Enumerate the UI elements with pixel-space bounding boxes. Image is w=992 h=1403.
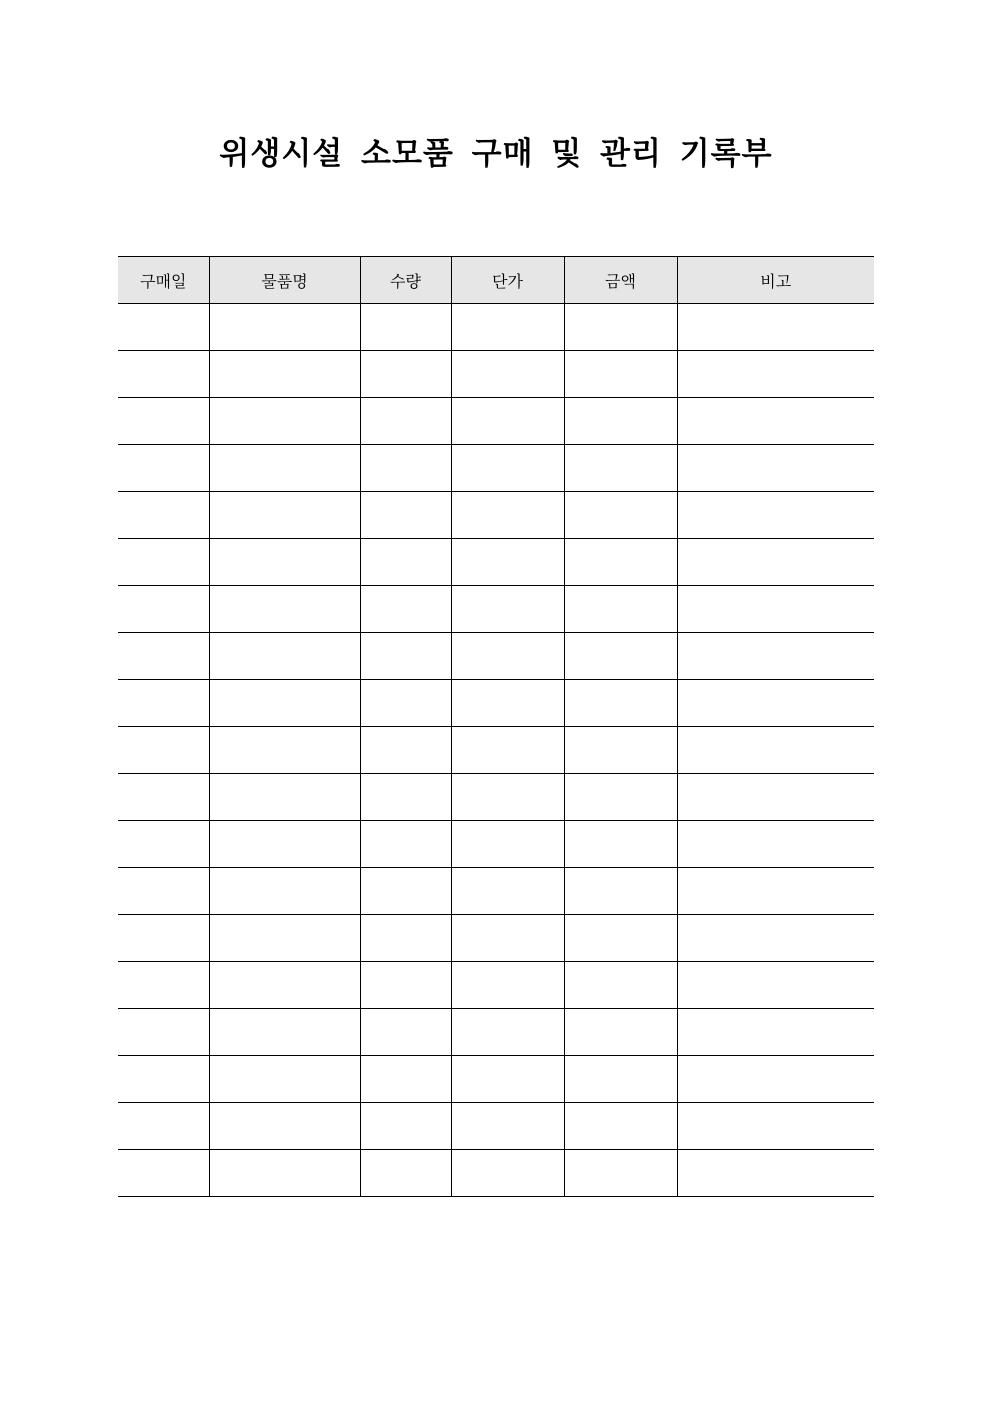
- cell-item-name[interactable]: [209, 492, 360, 539]
- cell-remarks[interactable]: [677, 351, 874, 398]
- cell-item-name[interactable]: [209, 304, 360, 351]
- cell-remarks[interactable]: [677, 727, 874, 774]
- cell-unit-price[interactable]: [451, 1056, 564, 1103]
- cell-purchase-date[interactable]: [118, 915, 209, 962]
- page-title: 위생시설 소모품 구매 및 관리 기록부: [219, 136, 773, 172]
- cell-unit-price[interactable]: [451, 586, 564, 633]
- cell-remarks[interactable]: [677, 962, 874, 1009]
- cell-item-name[interactable]: [209, 633, 360, 680]
- cell-quantity[interactable]: [360, 492, 451, 539]
- table-row: [118, 1009, 874, 1056]
- cell-item-name[interactable]: [209, 398, 360, 445]
- cell-item-name[interactable]: [209, 351, 360, 398]
- cell-amount[interactable]: [564, 680, 677, 727]
- cell-unit-price[interactable]: [451, 539, 564, 586]
- cell-remarks[interactable]: [677, 586, 874, 633]
- cell-remarks[interactable]: [677, 492, 874, 539]
- cell-unit-price[interactable]: [451, 774, 564, 821]
- cell-quantity[interactable]: [360, 633, 451, 680]
- cell-purchase-date[interactable]: [118, 1056, 209, 1103]
- cell-item-name[interactable]: [209, 915, 360, 962]
- cell-item-name[interactable]: [209, 727, 360, 774]
- cell-quantity[interactable]: [360, 680, 451, 727]
- cell-unit-price[interactable]: [451, 304, 564, 351]
- cell-amount[interactable]: [564, 1150, 677, 1197]
- cell-remarks[interactable]: [677, 633, 874, 680]
- cell-item-name[interactable]: [209, 1056, 360, 1103]
- cell-remarks[interactable]: [677, 445, 874, 492]
- purchase-record-table: [118, 256, 874, 1197]
- cell-amount[interactable]: [564, 351, 677, 398]
- header-amount: 금액: [564, 257, 677, 304]
- table-row: [118, 586, 874, 633]
- table-row: [118, 727, 874, 774]
- cell-remarks[interactable]: [677, 774, 874, 821]
- cell-amount[interactable]: [564, 492, 677, 539]
- cell-unit-price[interactable]: [451, 915, 564, 962]
- cell-amount[interactable]: [564, 868, 677, 915]
- cell-quantity[interactable]: [360, 821, 451, 868]
- cell-purchase-date[interactable]: [118, 1009, 209, 1056]
- cell-purchase-date[interactable]: [118, 774, 209, 821]
- cell-item-name[interactable]: [209, 586, 360, 633]
- cell-quantity[interactable]: [360, 1103, 451, 1150]
- header-item-name: 물품명: [209, 257, 360, 304]
- table-row: [118, 1056, 874, 1103]
- cell-amount[interactable]: [564, 539, 677, 586]
- cell-quantity[interactable]: [360, 351, 451, 398]
- cell-purchase-date[interactable]: [118, 304, 209, 351]
- cell-remarks[interactable]: [677, 304, 874, 351]
- cell-item-name[interactable]: [209, 1009, 360, 1056]
- header-quantity: 수량: [360, 257, 451, 304]
- table-body: [118, 304, 874, 1197]
- table-row: [118, 445, 874, 492]
- cell-item-name[interactable]: [209, 962, 360, 1009]
- cell-amount[interactable]: [564, 1056, 677, 1103]
- table-row: [118, 915, 874, 962]
- cell-purchase-date[interactable]: [118, 680, 209, 727]
- cell-quantity[interactable]: [360, 868, 451, 915]
- cell-amount[interactable]: [564, 1009, 677, 1056]
- cell-unit-price[interactable]: [451, 1150, 564, 1197]
- cell-unit-price[interactable]: [451, 351, 564, 398]
- table-row: [118, 680, 874, 727]
- table-row: [118, 1103, 874, 1150]
- cell-purchase-date[interactable]: [118, 727, 209, 774]
- cell-purchase-date[interactable]: [118, 821, 209, 868]
- table-row: [118, 539, 874, 586]
- header-purchase-date: 구매일: [118, 257, 209, 304]
- cell-unit-price[interactable]: [451, 868, 564, 915]
- cell-purchase-date[interactable]: [118, 586, 209, 633]
- cell-amount[interactable]: [564, 633, 677, 680]
- cell-quantity[interactable]: [360, 1009, 451, 1056]
- cell-remarks[interactable]: [677, 1009, 874, 1056]
- table-row: [118, 821, 874, 868]
- cell-amount[interactable]: [564, 586, 677, 633]
- cell-unit-price[interactable]: [451, 1009, 564, 1056]
- cell-item-name[interactable]: [209, 680, 360, 727]
- cell-purchase-date[interactable]: [118, 351, 209, 398]
- cell-amount[interactable]: [564, 774, 677, 821]
- table-row: [118, 351, 874, 398]
- cell-unit-price[interactable]: [451, 398, 564, 445]
- cell-purchase-date[interactable]: [118, 539, 209, 586]
- cell-remarks[interactable]: [677, 680, 874, 727]
- cell-quantity[interactable]: [360, 586, 451, 633]
- cell-purchase-date[interactable]: [118, 1150, 209, 1197]
- cell-remarks[interactable]: [677, 398, 874, 445]
- cell-remarks[interactable]: [677, 821, 874, 868]
- cell-quantity[interactable]: [360, 962, 451, 1009]
- cell-remarks[interactable]: [677, 1150, 874, 1197]
- cell-item-name[interactable]: [209, 868, 360, 915]
- cell-item-name[interactable]: [209, 1150, 360, 1197]
- cell-quantity[interactable]: [360, 1150, 451, 1197]
- cell-quantity[interactable]: [360, 1056, 451, 1103]
- cell-amount[interactable]: [564, 727, 677, 774]
- table-row: [118, 962, 874, 1009]
- cell-quantity[interactable]: [360, 398, 451, 445]
- cell-purchase-date[interactable]: [118, 868, 209, 915]
- header-unit-price: 단가: [451, 257, 564, 304]
- cell-amount[interactable]: [564, 821, 677, 868]
- cell-amount[interactable]: [564, 304, 677, 351]
- cell-purchase-date[interactable]: [118, 445, 209, 492]
- cell-purchase-date[interactable]: [118, 1103, 209, 1150]
- cell-unit-price[interactable]: [451, 962, 564, 1009]
- cell-unit-price[interactable]: [451, 680, 564, 727]
- cell-amount[interactable]: [564, 962, 677, 1009]
- table-row: [118, 398, 874, 445]
- cell-item-name[interactable]: [209, 445, 360, 492]
- cell-remarks[interactable]: [677, 1103, 874, 1150]
- cell-amount[interactable]: [564, 398, 677, 445]
- table-row: [118, 1150, 874, 1197]
- cell-item-name[interactable]: [209, 539, 360, 586]
- cell-amount[interactable]: [564, 915, 677, 962]
- cell-purchase-date[interactable]: [118, 398, 209, 445]
- cell-quantity[interactable]: [360, 304, 451, 351]
- cell-item-name[interactable]: [209, 1103, 360, 1150]
- cell-unit-price[interactable]: [451, 445, 564, 492]
- cell-quantity[interactable]: [360, 774, 451, 821]
- table-row: [118, 633, 874, 680]
- cell-item-name[interactable]: [209, 774, 360, 821]
- table-row: [118, 868, 874, 915]
- cell-amount[interactable]: [564, 1103, 677, 1150]
- cell-item-name[interactable]: [209, 821, 360, 868]
- cell-purchase-date[interactable]: [118, 492, 209, 539]
- cell-quantity[interactable]: [360, 445, 451, 492]
- cell-unit-price[interactable]: [451, 1103, 564, 1150]
- cell-purchase-date[interactable]: [118, 962, 209, 1009]
- table-header-row: [118, 257, 874, 304]
- cell-quantity[interactable]: [360, 915, 451, 962]
- cell-quantity[interactable]: [360, 727, 451, 774]
- table-row: [118, 304, 874, 351]
- cell-unit-price[interactable]: [451, 727, 564, 774]
- cell-remarks[interactable]: [677, 1056, 874, 1103]
- cell-unit-price[interactable]: [451, 492, 564, 539]
- header-remarks: 비고: [677, 257, 874, 304]
- table-row: [118, 774, 874, 821]
- cell-remarks[interactable]: [677, 868, 874, 915]
- cell-remarks[interactable]: [677, 539, 874, 586]
- cell-remarks[interactable]: [677, 915, 874, 962]
- cell-amount[interactable]: [564, 445, 677, 492]
- cell-unit-price[interactable]: [451, 633, 564, 680]
- cell-purchase-date[interactable]: [118, 633, 209, 680]
- table-row: [118, 492, 874, 539]
- cell-quantity[interactable]: [360, 539, 451, 586]
- cell-unit-price[interactable]: [451, 821, 564, 868]
